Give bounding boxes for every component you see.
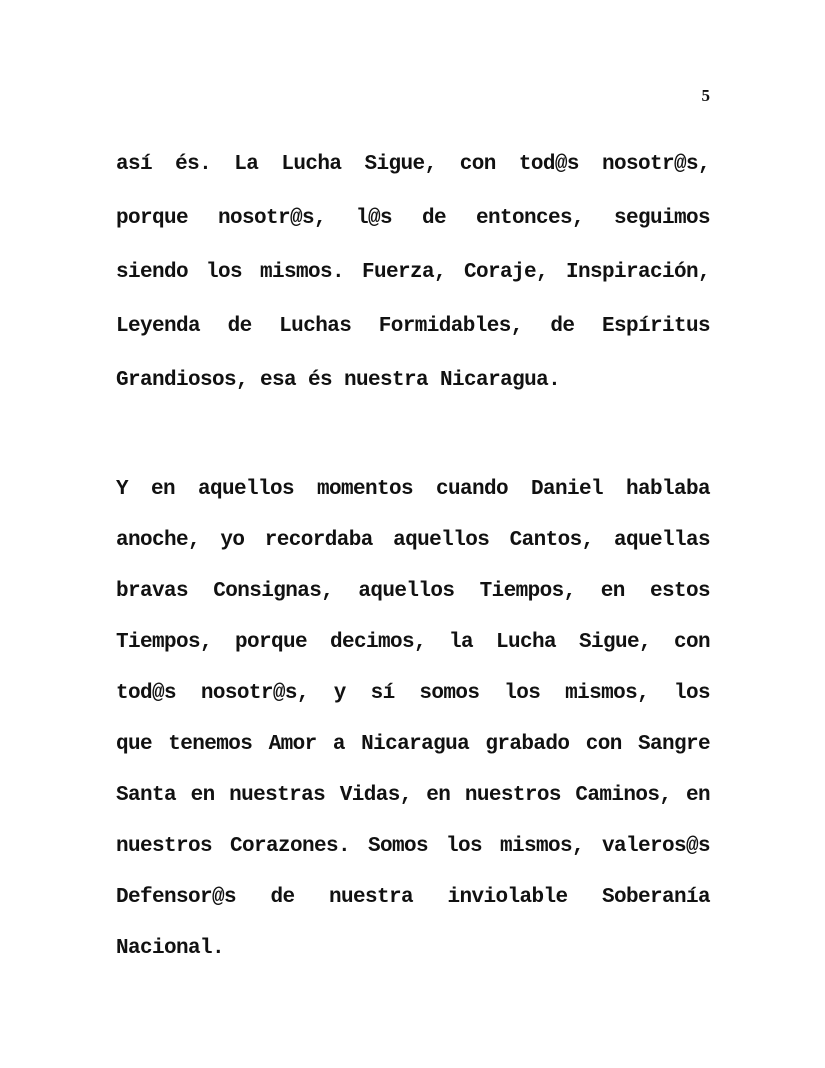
text-line: Defensor@s de nuestra inviolable Soberanía bbox=[116, 886, 710, 909]
text-line: anoche, yo recordaba aquellos Cantos, aquellas bbox=[116, 529, 710, 552]
text-line: siendo los mismos. Fuerza, Coraje, Inspiración, bbox=[116, 261, 710, 284]
page-number: 5 bbox=[701, 86, 710, 105]
text-line: que tenemos Amor a Nicaragua grabado con Sangre bbox=[116, 733, 710, 756]
text-line: Tiempos, porque decimos, la Lucha Sigue, con bbox=[116, 631, 710, 654]
text-line: Y en aquellos momentos cuando Daniel hablaba bbox=[116, 478, 710, 501]
text-line: Nacional. bbox=[116, 937, 225, 960]
text-line: Santa en nuestras Vidas, en nuestros Caminos, en bbox=[116, 784, 710, 807]
text-line: tod@s nosotr@s, y sí somos los mismos, los bbox=[116, 682, 710, 705]
text-line: bravas Consignas, aquellos Tiempos, en estos bbox=[116, 580, 710, 603]
text-line: Leyenda de Luchas Formidables, de Espíritus bbox=[116, 315, 710, 338]
text-line: Grandiosos, esa és nuestra Nicaragua. bbox=[116, 369, 561, 392]
text-line: porque nosotr@s, l@s de entonces, seguimos bbox=[116, 207, 710, 230]
text-line: nuestros Corazones. Somos los mismos, valeros@s bbox=[116, 835, 710, 858]
text-line: así és. La Lucha Sigue, con tod@s nosotr@s, bbox=[116, 153, 710, 176]
